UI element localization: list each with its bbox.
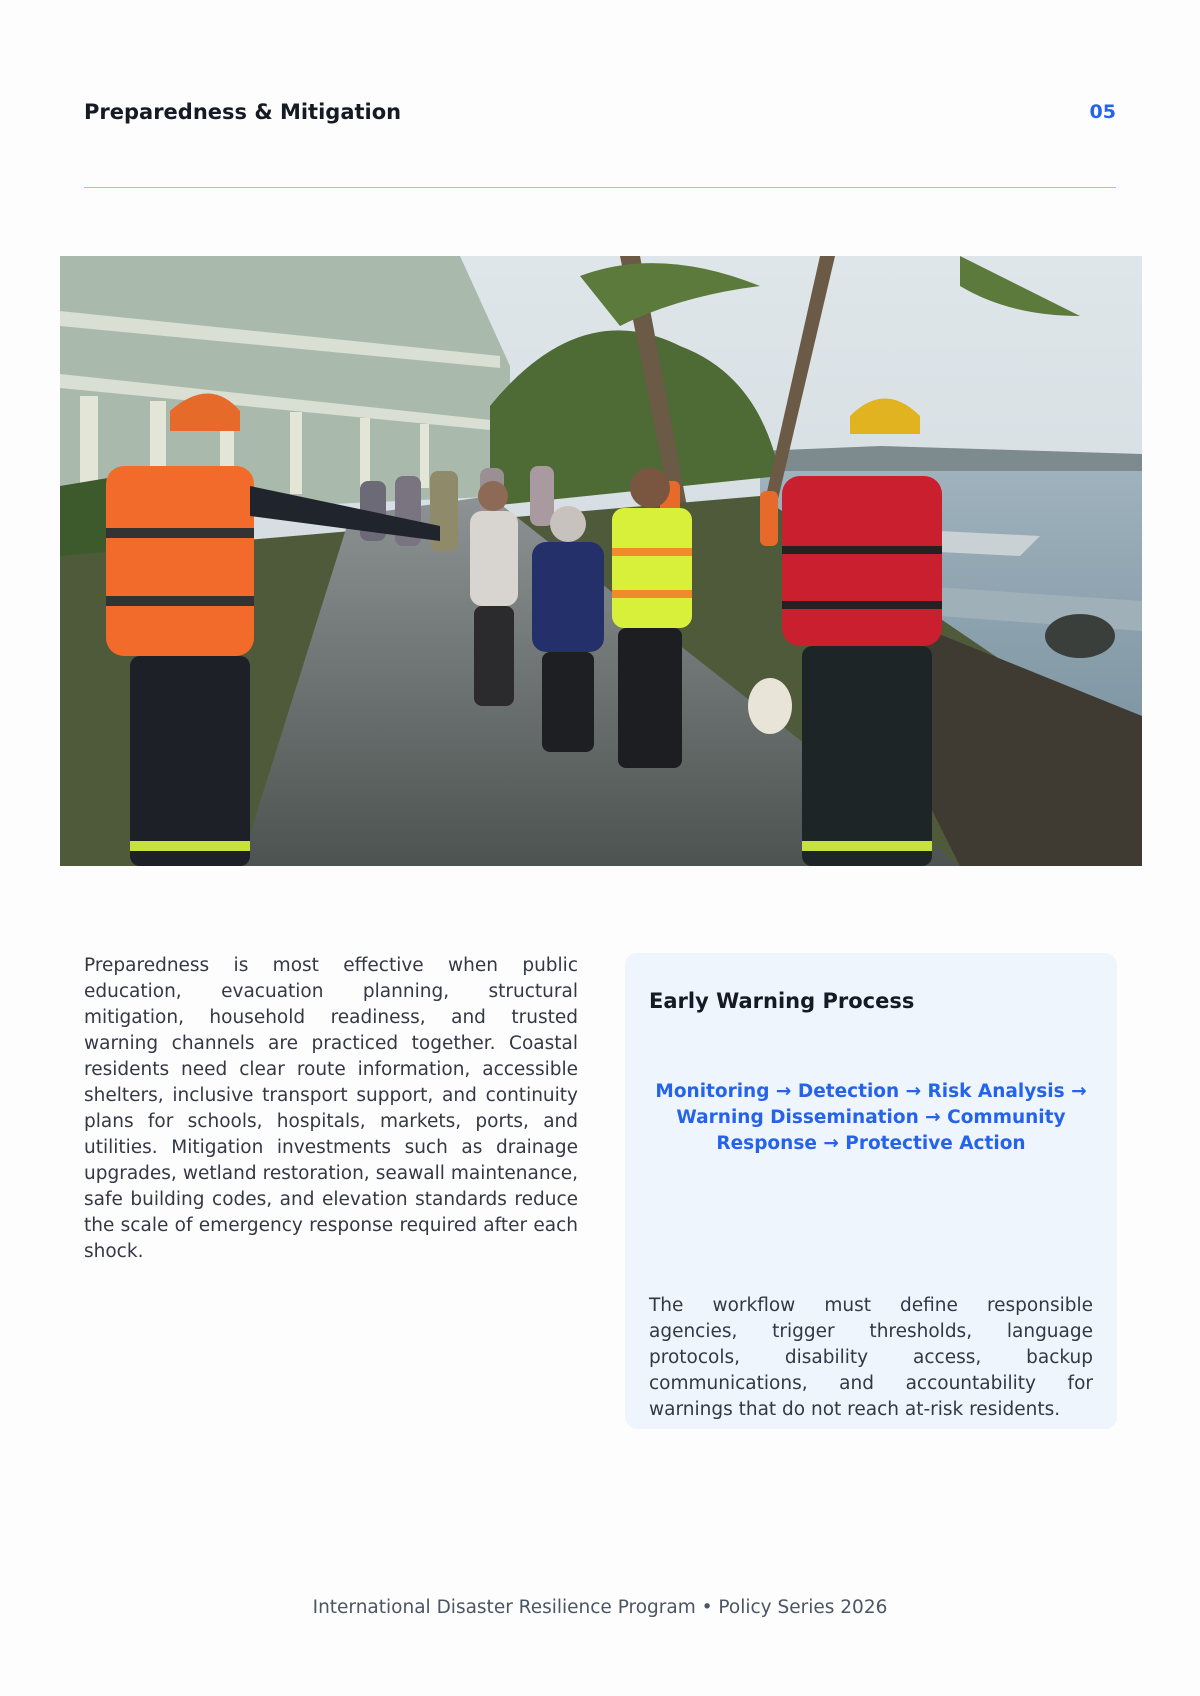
evacuation-illustration — [60, 256, 1142, 866]
page-number: 05 — [1089, 101, 1116, 123]
section-title: Preparedness & Mitigation — [84, 100, 402, 124]
evacuee-woman-white — [470, 481, 518, 706]
volunteer-yellow-vest — [612, 468, 692, 768]
callout-note: The workflow must define responsible agencies, trigger thresholds, language protocols, disability access, backup communications, and accountability for warnings that do not reach at-risk residents. — [649, 1295, 1093, 1420]
process-flow: Monitoring → Detection → Risk Analysis → Warning Dissemination → Community Response → Protective Action — [655, 1081, 1087, 1154]
header-divider — [84, 187, 1116, 188]
evacuee-elderly-woman — [532, 506, 604, 752]
callout-title: Early Warning Process — [649, 989, 915, 1013]
early-warning-callout — [625, 953, 1117, 1429]
body-paragraph: Preparedness is most effective when public education, evacuation planning, structural mitigation, household readiness, and trusted warning channels are practiced together. Coastal residents need clear route information, accessible shelters, inclusive transport support, and continuity plans for schools, hospitals, markets, ports, and utilities. Mitigation investments such as drainage upgrades, wetland restoration, seawall maintenance, safe building codes, and elevation standards reduce the scale of emergency response required after each shock. — [84, 955, 578, 1262]
page-footer: International Disaster Resilience Program • Policy Series 2026 — [312, 1597, 888, 1618]
rock — [1045, 614, 1115, 658]
evacuation-photo — [60, 256, 1142, 866]
page-header — [84, 100, 1116, 132]
